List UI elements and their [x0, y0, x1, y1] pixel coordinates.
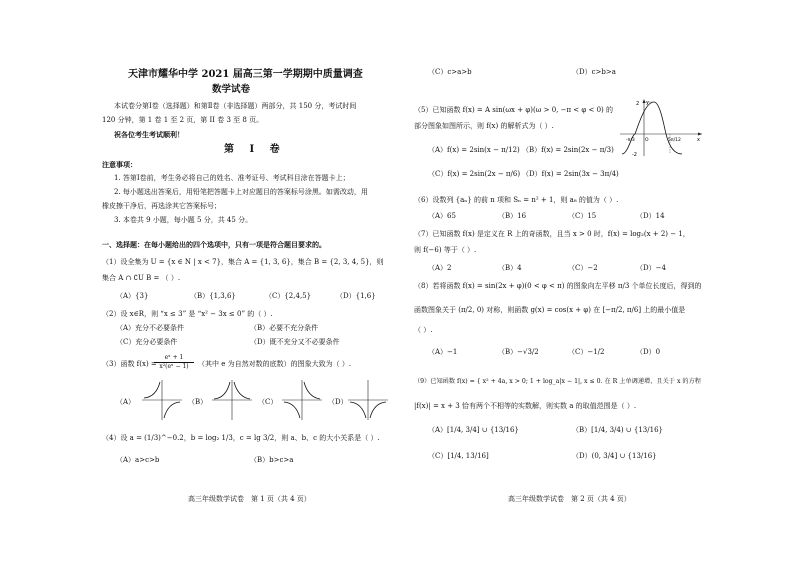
q3-option-d: （D）	[328, 398, 348, 406]
q5-option-c: （C）f(x) = 2sin(2x − π/6)	[428, 170, 521, 178]
notice-3: 3. 本卷共 9 小题，每小题 5 分，共 45 分。	[114, 216, 253, 224]
q3-numerator: eˣ + 1	[154, 354, 194, 363]
q5-graph-ylabel: y	[646, 100, 649, 106]
q3-graph-b	[210, 378, 254, 422]
q3-prefix: （3）函数 f(x) =	[102, 360, 157, 368]
q6-text: （6）设数列 {aₙ} 的前 n 项和 Sₙ = n² + 1，则 a₈ 的值为（ ）.	[414, 196, 619, 204]
q1-option-a: （A）{3}	[116, 292, 149, 300]
q3-graph-c	[280, 378, 324, 422]
q5-option-d: （D）f(x) = 2sin(3x − 3π/4)	[522, 170, 619, 178]
wish-text: 祝各位考生考试顺利！	[114, 130, 184, 139]
q2-option-c: （C）充分必要条件	[116, 338, 178, 346]
q7-option-d: （D）−4	[636, 264, 666, 272]
q3-graph-d	[346, 378, 390, 422]
q8-option-d: （D）0	[636, 348, 661, 356]
q2-option-a: （A）充分不必要条件	[116, 324, 185, 332]
q5-graph-origin: O	[645, 138, 649, 143]
q5-graph-ymax: 2	[636, 101, 640, 107]
q3-option-c: （C）	[258, 398, 278, 406]
intro-line-2: 120 分钟，第 1 卷 1 至 2 页，第 II 卷 3 至 8 页。	[102, 116, 264, 124]
notice-2a: 2. 每小题选出答案后，用铅笔把答题卡上对应题目的答案标号涂黑。如需改动，用	[114, 188, 368, 196]
q5-option-a: （A）f(x) = 2sin(x − π/12)	[428, 146, 520, 154]
exam-title: 天津市耀华中学 2021 届高三第一学期期中质量调查	[128, 69, 363, 80]
q7-option-c: （C）−2	[568, 264, 598, 272]
q6-option-a: （A）65	[428, 212, 456, 220]
q7-line-1: （7）已知函数 f(x) 是定义在 R 上的奇函数，且当 x > 0 时，f(x) = log₂(x + 2) − 1，	[414, 230, 690, 238]
q3-suffix: （其中 e 为自然对数的底数）的图象大致为（ ）.	[198, 360, 352, 368]
q4-option-d: （D）c>b>a	[572, 68, 616, 76]
footer-page-1: 高三年级数学试卷 第 1 页（共 4 页）	[188, 495, 311, 503]
q1-line-1: （1）设全集为 U = {x ∈ N | x < 7}，集合 A = {1, 3, 6}，集合 B = {2, 3, 4, 5}，则	[102, 258, 384, 266]
q9-option-d: （D）(0, 3/4] ∪ {13/16}	[572, 452, 657, 460]
q5-line-1: （5）已知函数 f(x) = A sin(ωx + φ)(ω > 0, −π < φ < 0) 的	[414, 106, 614, 114]
q3-graph-a	[140, 378, 184, 422]
page-2	[412, 0, 712, 561]
q1-option-d: （D）{1,6}	[336, 292, 376, 300]
exam-subtitle: 数学试卷	[212, 84, 251, 95]
footer-page-2: 高三年级数学试卷 第 2 页（共 4 页）	[508, 495, 631, 503]
q7-option-a: （A）2	[428, 264, 452, 272]
page-1	[100, 0, 390, 561]
q2-option-d: （D）既不充分又不必要条件	[250, 338, 340, 346]
q3-option-a: （A）	[116, 398, 136, 406]
notice-2b: 橡皮擦干净后，再选涂其它答案标号；	[102, 202, 221, 210]
q7-option-b: （B）4	[498, 264, 522, 272]
q9-line-2: |f(x)| = x + 3 恰有两个不相等的实数解，则实数 a 的取值范围是（ ）.	[414, 402, 637, 410]
q8-line-3: （ ）.	[414, 326, 433, 334]
q2-text: （2）设 x∈R，则 “x ≤ 3” 是 “x² − 3x ≤ 0” 的（ ）.	[102, 310, 273, 318]
section-heading: 一、选择题：在每小题给出的四个选项中，只有一项是符合题目要求的。	[102, 240, 326, 249]
q5-graph-x1: -π/3	[626, 138, 635, 143]
q5-graph	[618, 96, 704, 158]
q5-graph-x2: 5π/12	[668, 138, 681, 143]
q9-option-c: （C）[1/4, 13/16]	[428, 452, 489, 460]
intro-line-1: 本试卷分第Ⅰ卷（选择题）和第Ⅱ卷（非选择题）两部分，共 150 分，考试时间	[114, 102, 357, 110]
q8-line-2: 函数图象关于 (π/2, 0) 对称，则函数 g(x) = cos(x + φ) 在 [−π/2, π/6] 上的最小值是	[414, 306, 686, 314]
q8-option-a: （A）−1	[428, 348, 458, 356]
q4-option-c: （C）c>a>b	[428, 68, 472, 76]
q8-option-c: （C）−1/2	[568, 348, 605, 356]
q9-option-a: （A）[1/4, 3/4] ∪ {13/16}	[428, 426, 519, 434]
q8-line-1: （8）若将函数 f(x) = sin(2x + φ)(0 < φ < π) 的图象向左平移 π/3 个单位长度后，得到的	[414, 282, 702, 290]
q1-option-b: （B）{1,3,6}	[190, 292, 236, 300]
q6-option-c: （C）15	[568, 212, 597, 220]
q4-option-b: （B）b>c>a	[250, 456, 294, 464]
volume-heading: 第 Ⅰ 卷	[224, 144, 286, 155]
q9-line-1: （9）已知函数 f(x) = { x² + 4a, x > 0; 1 + log_a|x − 1|, x ≤ 0. 在 R 上单调递增，且关于 x 的方程	[414, 378, 701, 385]
q5-graph-ymin: -2	[632, 152, 637, 158]
notice-title: 注意事项：	[102, 160, 137, 169]
q5-line-2: 部分图象如图所示，则 f(x) 的解析式为（ ）.	[414, 122, 554, 130]
q6-option-d: （D）14	[636, 212, 665, 220]
q7-line-2: 则 f(−6) 等于（ ）.	[414, 246, 477, 254]
q4-option-a: （A）a>c>b	[116, 456, 160, 464]
q1-option-c: （C）{2,4,5}	[265, 292, 312, 300]
q3-option-b: （B）	[188, 398, 208, 406]
notice-1: 1. 答第Ⅰ卷前，考生务必将自己的姓名、准考证号、考试科目涂在答题卡上；	[114, 174, 350, 182]
q8-option-b: （B）−√3/2	[498, 348, 539, 356]
q4-text: （4）设 a = (1/3)^−0.2，b = log₂ 1/3，c = lg 3/2，则 a、b、c 的大小关系是（ ）.	[102, 434, 380, 442]
q1-line-2: 集合 A ∩ ∁U B = （ ）.	[102, 274, 181, 282]
q3-denominator: x²(eˣ − 1)	[159, 363, 189, 371]
q3-fraction	[154, 354, 194, 371]
q6-option-b: （B）16	[498, 212, 527, 220]
q2-option-b: （B）必要不充分条件	[250, 324, 319, 332]
q5-graph-xlabel: x	[697, 137, 700, 143]
q9-option-b: （B）[1/4, 3/4) ∪ {13/16}	[572, 426, 663, 434]
q5-option-b: （B）f(x) = 2sin(2x − π/3)	[522, 146, 614, 154]
